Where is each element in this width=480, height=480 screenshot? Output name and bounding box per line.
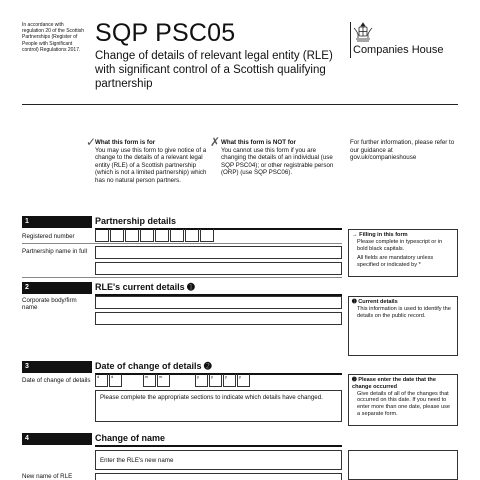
form-not-for-block <box>221 139 339 177</box>
brand-divider <box>350 22 351 58</box>
char-box[interactable] <box>155 229 169 242</box>
current-details-heading: ➊ Current details <box>352 299 398 305</box>
char-box[interactable] <box>125 229 139 242</box>
regulation-note: In accordance with regulation 20 of the Scottish Partnerships (Register of People with Significant control) Regulations 2017. <box>22 22 84 53</box>
form-for-heading: What this form is for <box>95 139 156 146</box>
date-box-year-2[interactable]: y <box>209 374 222 387</box>
date-note-text: Give details of all of the changes that occurred on this date. If you need to enter more than one date, please use a separate form. <box>357 390 450 417</box>
filling-note <box>352 232 454 269</box>
form-for-text: You may use this form to give notice of a change to the details of a relevant legal entity (RLE) of a Scottish partnership (which is not a limited partnership) which has no natural person partners. <box>95 146 207 184</box>
char-box[interactable] <box>140 229 154 242</box>
section-1-number: 1 <box>22 216 92 228</box>
date-box-day-1[interactable]: d <box>95 374 108 387</box>
further-info-text: For further information, please refer to our guidance at gov.uk/companieshouse <box>350 139 455 162</box>
new-name-label: New name of RLE <box>22 473 73 480</box>
section-2-title: RLE's current details ➊ <box>95 282 195 292</box>
header-rule <box>22 104 458 105</box>
date-box-day-2[interactable]: d <box>109 374 122 387</box>
cross-icon: ✗ <box>210 135 221 149</box>
corporate-body-input-2[interactable] <box>95 312 342 325</box>
corporate-body-input-1[interactable] <box>95 296 342 309</box>
current-details-text: This information is used to identify the details on the public record. <box>357 305 451 319</box>
filling-note-heading: → Filling in this form <box>352 232 408 238</box>
form-title: Change of details of relevant legal entity (RLE) with significant control of a Scottish qualifying partnership <box>95 50 333 90</box>
date-of-change-label: Date of change of details <box>22 377 91 384</box>
section-1-title: Partnership details <box>95 216 177 226</box>
form-code: SQP PSC05 <box>95 19 236 47</box>
section-4-title: Change of name <box>95 433 166 443</box>
royal-crest-icon <box>352 22 374 42</box>
partnership-name-input-1[interactable] <box>95 246 342 259</box>
char-box[interactable] <box>200 229 214 242</box>
date-box-month-1[interactable]: m <box>143 374 156 387</box>
section-3-title: Date of change of details ➋ <box>95 361 212 371</box>
char-box[interactable] <box>170 229 184 242</box>
char-box[interactable] <box>95 229 109 242</box>
tick-icon: ✓ <box>86 135 97 149</box>
corporate-body-label: Corporate body/firm name <box>22 297 77 312</box>
filling-note-box <box>348 229 458 277</box>
date-note-heading: ➋ Please enter the date that the change occurred <box>352 377 436 390</box>
new-name-hint-box: Enter the RLE's new name <box>95 450 342 470</box>
mandatory-note-text: All fields are mandatory unless specified or indicated by * <box>357 255 434 269</box>
row-divider <box>22 277 342 278</box>
brand-name: Companies House <box>353 44 444 56</box>
date-note-box <box>348 374 458 426</box>
new-name-note-box <box>348 450 458 480</box>
section-4-rule <box>95 445 342 447</box>
char-box[interactable] <box>110 229 124 242</box>
date-box-year-3[interactable]: y <box>223 374 236 387</box>
section-3-number: 3 <box>22 361 92 373</box>
date-hint-box: Please complete the appropriate sections to indicate which details have changed. <box>95 390 342 422</box>
current-details-note <box>352 299 454 319</box>
form-not-for-text: You cannot use this form if you are changing the details of an individual (use SQP PSC04); or other registrable person (ORP) (use SQP PSC06). <box>221 146 334 177</box>
date-box-year-1[interactable]: y <box>195 374 208 387</box>
date-box-month-2[interactable]: m <box>157 374 170 387</box>
date-box-year-4[interactable]: y <box>237 374 250 387</box>
current-details-note-box <box>348 296 458 356</box>
filling-note-text: Please complete in typescript or in bold black capitals. <box>357 238 443 252</box>
partnership-name-label: Partnership name in full <box>22 248 88 255</box>
section-2-number: 2 <box>22 282 92 294</box>
partnership-name-input-2[interactable] <box>95 262 342 275</box>
registered-number-input[interactable] <box>95 229 221 242</box>
date-of-change-input[interactable] <box>95 374 255 387</box>
new-name-input[interactable] <box>95 473 342 480</box>
form-for-block <box>95 139 207 185</box>
char-box[interactable] <box>185 229 199 242</box>
date-note <box>352 377 454 418</box>
registered-number-label: Registered number <box>22 233 75 240</box>
form-not-for-heading: What this form is NOT for <box>221 139 296 146</box>
row-divider <box>22 243 342 244</box>
section-4-number: 4 <box>22 433 92 445</box>
